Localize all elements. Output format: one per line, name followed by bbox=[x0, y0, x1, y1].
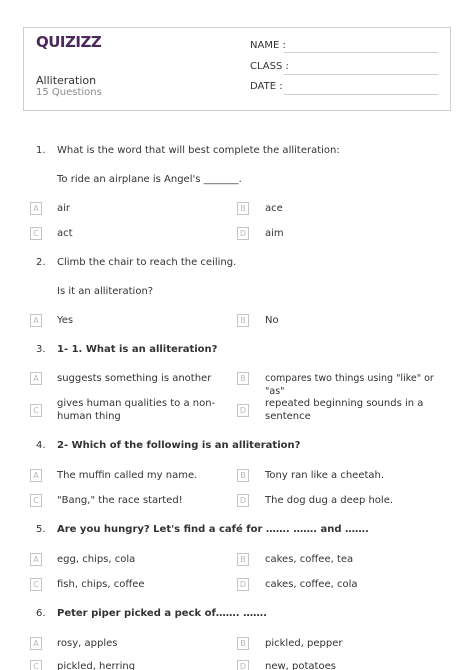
option-d-text: new, potatoes bbox=[265, 661, 336, 670]
option-b-text: compares two things using "like" or "as" bbox=[265, 373, 434, 397]
question-count: 15 Questions bbox=[36, 87, 102, 98]
option-b-box[interactable]: B bbox=[237, 314, 249, 327]
option-a-box[interactable]: A bbox=[30, 469, 42, 482]
option-b-text: ace bbox=[265, 203, 283, 214]
option-b-box[interactable]: B bbox=[237, 637, 249, 650]
question-number: 6. bbox=[36, 608, 46, 619]
option-d-box[interactable]: D bbox=[237, 227, 249, 240]
option-b-text: pickled, pepper bbox=[265, 638, 343, 649]
date-field[interactable] bbox=[284, 94, 438, 95]
question-text: What is the word that will best complete the alliteration: bbox=[57, 145, 340, 156]
class-label: CLASS : bbox=[250, 61, 289, 72]
option-d-box[interactable]: D bbox=[237, 404, 249, 417]
option-d-text: repeated beginning sounds in a sentence bbox=[265, 398, 424, 422]
option-c-box[interactable]: C bbox=[30, 227, 42, 240]
question-text: Climb the chair to reach the ceiling. bbox=[57, 257, 237, 268]
question-text: Peter piper picked a peck of……. ……. bbox=[57, 608, 267, 619]
question-number: 4. bbox=[36, 440, 46, 451]
option-a-box[interactable]: A bbox=[30, 314, 42, 327]
option-d-text: aim bbox=[265, 228, 284, 239]
option-c-text: act bbox=[57, 228, 73, 239]
option-a-box[interactable]: A bbox=[30, 553, 42, 566]
question-number: 1. bbox=[36, 145, 46, 156]
option-b-text: Tony ran like a cheetah. bbox=[265, 470, 385, 481]
option-d-text: The dog dug a deep hole. bbox=[265, 495, 394, 506]
option-c-box[interactable]: C bbox=[30, 404, 42, 417]
option-d-box[interactable]: D bbox=[237, 578, 249, 591]
question-text: Are you hungry? Let's find a café for ……. ……. and ……. bbox=[57, 524, 369, 535]
option-c-text: fish, chips, coffee bbox=[57, 579, 145, 590]
option-c-text: gives human qualities to a non-human thing bbox=[57, 398, 216, 422]
option-d-box[interactable]: D bbox=[237, 660, 249, 670]
option-c-text: pickled, herring bbox=[57, 661, 136, 670]
option-a-text: air bbox=[57, 203, 71, 214]
option-b-box[interactable]: B bbox=[237, 469, 249, 482]
option-b-text: cakes, coffee, tea bbox=[265, 554, 354, 565]
question-prompt: To ride an airplane is Angel's _______. bbox=[57, 174, 242, 185]
option-c-box[interactable]: C bbox=[30, 494, 42, 507]
name-label: NAME : bbox=[250, 40, 286, 51]
date-label: DATE : bbox=[250, 81, 283, 92]
option-d-text: cakes, coffee, cola bbox=[265, 579, 358, 590]
quizizz-logo: QUIZIZZ bbox=[36, 33, 102, 51]
question-number: 2. bbox=[36, 257, 46, 268]
option-b-box[interactable]: B bbox=[237, 372, 249, 385]
option-c-box[interactable]: C bbox=[30, 578, 42, 591]
option-c-text: "Bang," the race started! bbox=[57, 495, 183, 506]
option-a-box[interactable]: A bbox=[30, 372, 42, 385]
question-prompt: Is it an alliteration? bbox=[57, 286, 154, 297]
option-a-text: rosy, apples bbox=[57, 638, 118, 649]
option-b-box[interactable]: B bbox=[237, 553, 249, 566]
name-field[interactable] bbox=[284, 52, 438, 53]
option-c-box[interactable]: C bbox=[30, 660, 42, 670]
option-a-text: Yes bbox=[57, 315, 74, 326]
option-a-text: suggests something is another bbox=[57, 373, 212, 384]
question-number: 3. bbox=[36, 344, 46, 355]
option-b-box[interactable]: B bbox=[237, 202, 249, 215]
option-a-text: The muffin called my name. bbox=[57, 470, 198, 481]
option-a-text: egg, chips, cola bbox=[57, 554, 136, 565]
worksheet-title: Alliteration bbox=[36, 74, 97, 87]
option-a-box[interactable]: A bbox=[30, 637, 42, 650]
option-b-text: No bbox=[265, 315, 279, 326]
question-number: 5. bbox=[36, 524, 46, 535]
option-d-box[interactable]: D bbox=[237, 494, 249, 507]
question-text: 1- 1. What is an alliteration? bbox=[57, 344, 218, 355]
option-a-box[interactable]: A bbox=[30, 202, 42, 215]
class-field[interactable] bbox=[284, 74, 438, 75]
question-text: 2- Which of the following is an alliteration? bbox=[57, 440, 301, 451]
